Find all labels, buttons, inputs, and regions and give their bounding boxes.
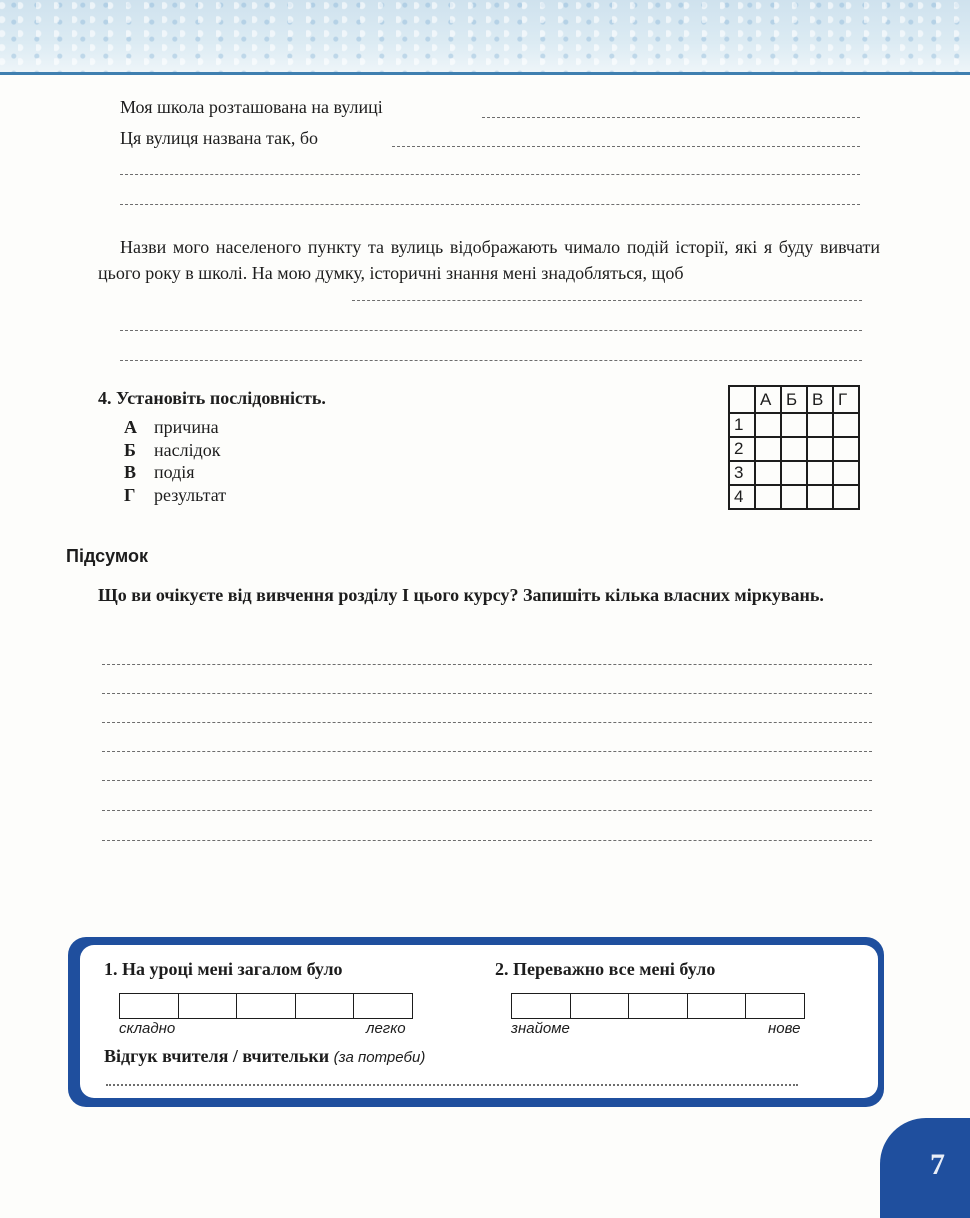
teacher-feedback-line[interactable]	[106, 1084, 798, 1086]
grid-cell[interactable]	[755, 461, 781, 485]
street-reason-label: Ця вулиця названа так, бо	[120, 128, 318, 148]
grid-col-header: В	[807, 386, 833, 413]
grid-cell[interactable]	[755, 413, 781, 437]
scale-cell[interactable]	[119, 993, 179, 1019]
scale-cell[interactable]	[628, 993, 688, 1019]
page-number: 7	[930, 1148, 945, 1181]
summary-answer-line-7[interactable]	[102, 840, 872, 841]
summary-answer-line-1[interactable]	[102, 664, 872, 665]
summary-answer-line-6[interactable]	[102, 810, 872, 811]
scale-cell[interactable]	[295, 993, 355, 1019]
school-street-label: Моя школа розташована на вулиці	[120, 97, 383, 117]
feedback-q1-right-label: легко	[366, 1020, 406, 1037]
answer-line-reason-2[interactable]	[120, 174, 860, 175]
grid-cell[interactable]	[807, 413, 833, 437]
answer-line-knowledge-3[interactable]	[120, 360, 862, 361]
grid-col-header: Г	[833, 386, 859, 413]
option-b: Б наслідок	[124, 439, 221, 460]
feedback-q1-left-label: складно	[119, 1020, 176, 1037]
scale-cell[interactable]	[236, 993, 296, 1019]
answer-line-street[interactable]	[482, 117, 860, 118]
grid-cell[interactable]	[755, 437, 781, 461]
task4-title: 4. Установіть послідовність.	[98, 388, 326, 408]
task4-options	[124, 416, 226, 506]
grid-cell[interactable]	[833, 485, 859, 509]
scale-cell[interactable]	[687, 993, 747, 1019]
grid-row-header: 2	[729, 437, 755, 461]
option-d: Г результат	[124, 484, 227, 505]
grid-cell[interactable]	[781, 461, 807, 485]
grid-cell[interactable]	[833, 461, 859, 485]
scale-cell[interactable]	[178, 993, 238, 1019]
grid-cell[interactable]	[807, 461, 833, 485]
grid-cell[interactable]	[781, 437, 807, 461]
answer-grid	[728, 385, 860, 510]
summary-question: Що ви очікуєте від вивчення розділу І цього курсу? Запишіть кілька власних міркувань.	[98, 585, 824, 605]
grid-cell[interactable]	[781, 413, 807, 437]
answer-line-knowledge-1[interactable]	[352, 300, 862, 301]
feedback-panel	[68, 937, 884, 1107]
option-a: А причина	[124, 417, 219, 437]
page-number-tab	[880, 1118, 970, 1218]
grid-col-header: Б	[781, 386, 807, 413]
grid-cell[interactable]	[833, 437, 859, 461]
knowledge-paragraph: Назви мого населеного пункту та вулиць відображають чимало подій історії, які я буду вивчати цього року в школі. На мою думку, історичні знання мені знадобляться, щоб	[98, 237, 880, 283]
scale-cell[interactable]	[353, 993, 413, 1019]
scale-cell[interactable]	[745, 993, 805, 1019]
option-c: В подія	[124, 462, 195, 482]
feedback-q2-title: 2. Переважно все мені було	[495, 959, 716, 979]
summary-answer-line-5[interactable]	[102, 780, 872, 781]
summary-heading: Підсумок	[66, 546, 148, 566]
grid-cell[interactable]	[807, 437, 833, 461]
teacher-feedback-label: Відгук вчителя / вчительки (за потреби)	[104, 1046, 426, 1066]
feedback-q1-scale	[119, 993, 413, 1019]
grid-cell[interactable]	[755, 485, 781, 509]
grid-row-header: 3	[729, 461, 755, 485]
grid-row-header: 4	[729, 485, 755, 509]
grid-cell[interactable]	[833, 413, 859, 437]
answer-line-knowledge-2[interactable]	[120, 330, 862, 331]
answer-line-reason-1[interactable]	[392, 146, 860, 147]
answer-line-reason-3[interactable]	[120, 204, 860, 205]
grid-col-header: А	[755, 386, 781, 413]
feedback-q2-left-label: знайоме	[511, 1020, 570, 1037]
summary-answer-line-2[interactable]	[102, 693, 872, 694]
scale-cell[interactable]	[511, 993, 571, 1019]
feedback-q1-title: 1. На уроці мені загалом було	[104, 959, 343, 979]
scale-cell[interactable]	[570, 993, 630, 1019]
header-decoration	[0, 0, 970, 75]
grid-cell[interactable]	[807, 485, 833, 509]
feedback-panel-inner	[80, 945, 878, 1098]
grid-cell[interactable]	[781, 485, 807, 509]
grid-corner	[729, 386, 755, 413]
feedback-q2-right-label: нове	[768, 1020, 801, 1037]
summary-answer-line-4[interactable]	[102, 751, 872, 752]
feedback-q2-scale	[511, 993, 805, 1019]
grid-row-header: 1	[729, 413, 755, 437]
summary-answer-line-3[interactable]	[102, 722, 872, 723]
